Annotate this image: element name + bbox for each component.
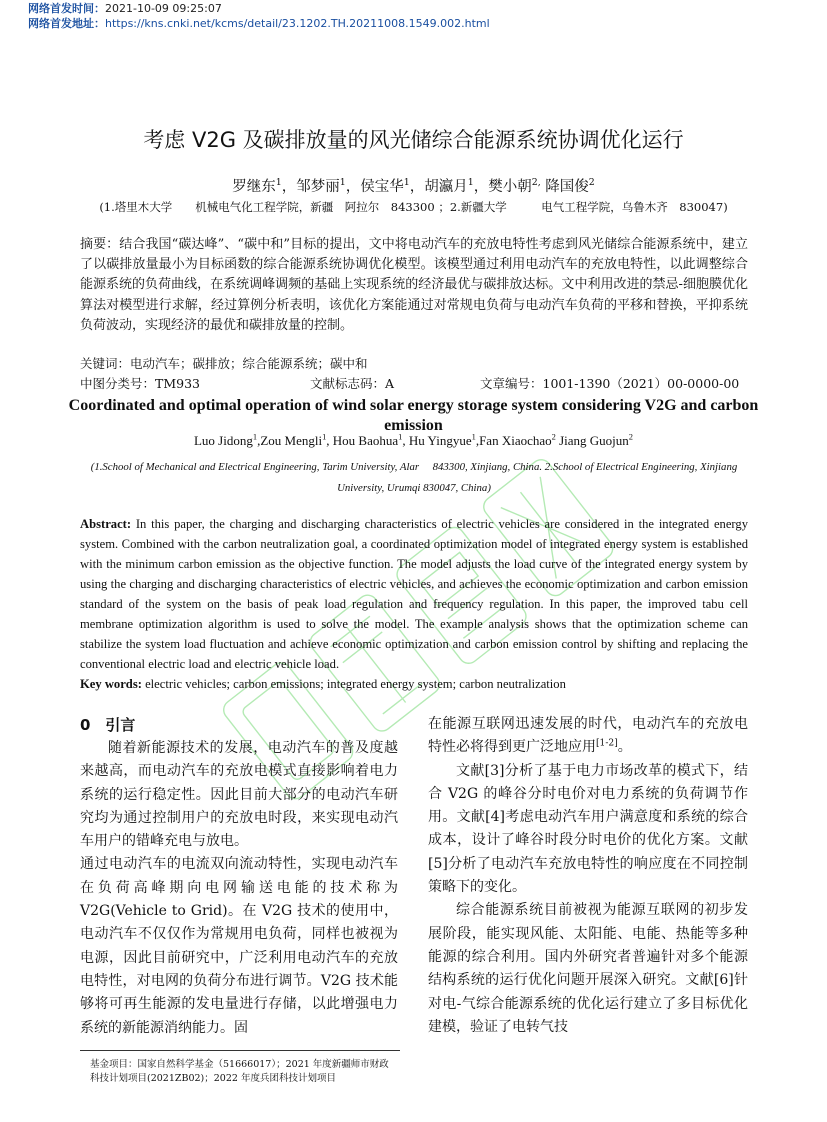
author-en: Fan Xiaochao$^2$ <box>479 431 556 448</box>
citation: [1-2] <box>596 738 618 749</box>
abstract-en-text: In this paper, the charging and discharging characteristics of electric vehicles are considered in the integrated energy system. Combined with the carbon neutralization goal, a coordinated optimization model of integrated energy system is established with the minimum carbon emission as the objective function. The model adjusts the load curve of the integrated energy system by using the charging and discharging characteristics of electric vehicles, and achieves the economic optimization and carbon emission standard of the system on the basis of peak load regulation and frequency regulation. In this paper, the improved tabu cell membrane optimization algorithm is used to solve the model. The example analysis shows that the optimization scheme can stabilize the system load fluctuation and achieve economic optimization and carbon emission control by shifting and replacing the conventional electric load and electric vehicle load. <box>80 517 748 671</box>
footnote-rule <box>80 1050 400 1051</box>
authors-cn <box>0 175 827 196</box>
body-paragraph: 随着新能源技术的发展，电动汽车的普及度越来越高，而电动汽车的充放电模式直接影响着电力系统的运行稳定性。因此目前大部分的电动汽车研究均为通过控制用户的充放电时段，来实现电动汽车用户的错峰充电与放电。 <box>80 740 398 850</box>
body-paragraph: 文献[3]分析了基于电力市场改革的模式下，结合 V2G 的峰谷分时电价对电力系统的负荷调节作用。文献[4]考虑电动汽车用户满意度和系统的综合成本，设计了峰谷时段分时电价的优化方案。文献[5]分析了电动汽车充放电特性的响应度在不同控制策略下的变化。 <box>428 762 748 896</box>
keywords-en <box>80 674 748 694</box>
online-first-url-link[interactable]: https://kns.cnki.net/kcms/detail/23.1202.TH.20211008.1549.002.html <box>105 17 490 30</box>
affiliation-en: (1.School of Mechanical and Electrical Engineering, Tarim University, Alar 843300, Xinjiang, China. 2.School of Electrical Engineering, Xinjiang University, Urumqi 830047, China) <box>90 461 738 494</box>
author-cn: 邹梦丽$^1$， <box>296 177 361 195</box>
author-cn: 胡瀛月$^1$， <box>424 177 489 195</box>
document-code: 文献标志码：A <box>310 376 395 391</box>
abstract-en <box>80 514 748 674</box>
keywords-en-label: Key words: <box>80 677 142 691</box>
author-cn: 罗继东$^1$， <box>232 177 297 195</box>
author-en: Luo Jidong$^1$, <box>193 431 261 448</box>
section-heading-introduction: 0 引言 <box>80 716 136 734</box>
body-paragraph: 综合能源系统目前被视为能源互联网的初步发展阶段，能实现风能、太阳能、电能、热能等多种能源的综合利用。国内外研究者普遍针对多个能源结构系统的运行优化问题开展深入研究。文献[6]针对电-气综合能源系统的优化运行建立了多目标优化建模，验证了电转气技 <box>428 902 748 1035</box>
title-cn: 考虑 V2G 及碳排放量的风光储综合能源系统协调优化运行 <box>143 128 684 152</box>
online-first-url-label: 网络首发地址： <box>28 17 105 30</box>
title-en: Coordinated and optimal operation of wind solar energy storage system considering V2G and carbon emission <box>68 397 759 434</box>
clc-number: 中图分类号：TM933 <box>80 376 200 391</box>
body-paragraph: 在能源互联网迅速发展的时代，电动汽车的充放电特性必将得到更广泛地应用[1-2]。 <box>428 716 748 756</box>
author-en: Jiang Guojun$^2$ <box>559 431 634 448</box>
body-paragraph: 通过电动汽车的电流双向流动特性，实现电动汽车在负荷高峰期向电网输送电能的技术称为V2G(Vehicle to Grid)。在 V2G 技术的使用中，电动汽车不仅仅作为常规用电负荷，同样也被视为电源，因此目前研究中，广泛利用电动汽车的充放电特性，对电网的负荷分布进行调节。V2G 技术能够将可再生能源的发电量进行存储，以此增强电力系统的新能源消纳能力。固 <box>80 856 398 1036</box>
abstract-cn: 摘要：结合我国“碳达峰”、“碳中和”目标的提出，文中将电动汽车的充放电特性考虑到风光储综合能源系统中，建立了以碳排放量最小为目标函数的综合能源系统协调优化模型。该模型通过利用电动汽车的充放电特性，以此调整综合能源系统的负荷曲线，在系统调峰调频的基础上实现系统的经济最优与碳排放达标。文中利用改进的禁忌-细胞膜优化算法对模型进行求解，经过算例分析表明，该优化方案能通过对常规电负荷与电动汽车负荷的平移和替换，平抑系统负荷波动，实现经济的最优和碳排放量的控制。 <box>80 237 748 333</box>
author-cn: 樊小朝$^{2,}$ <box>488 177 541 195</box>
author-en: Zou Mengli$^1$, <box>260 431 333 448</box>
author-cn: 侯宝华$^1$， <box>360 177 425 195</box>
online-first-date <box>28 2 222 16</box>
affiliation-cn: (1.塔里木大学 机械电气化工程学院，新疆 阿拉尔 843300 ；2.新疆大学 电气工程学院，乌鲁木齐 830047) <box>99 200 728 214</box>
abstract-en-label: Abstract: <box>80 517 132 531</box>
keywords-cn: 关键词：电动汽车；碳排放；综合能源系统；碳中和 <box>80 356 368 371</box>
online-first-url <box>28 17 490 31</box>
author-cn: 降国俊$^2$ <box>545 177 595 195</box>
authors-en <box>0 433 827 449</box>
online-first-date-label: 网络首发时间： <box>28 2 105 15</box>
online-first-date-value: 2021-10-09 09:25:07 <box>105 2 222 15</box>
article-number: 文章编号：1001-1390（2021）00-0000-00 <box>480 376 740 391</box>
author-en: Hu Yingyue$^1$, <box>408 431 480 448</box>
left-column <box>80 737 398 1040</box>
keywords-en-text: electric vehicles; carbon emissions; integrated energy system; carbon neutralization <box>141 677 566 691</box>
funding-footnote: 基金项目：国家自然科学基金（51666017）；2021 年度新疆师市财政科技计划项目(2021ZB02)；2022 年度兵团科技计划项目 <box>90 1059 389 1084</box>
right-column <box>428 713 748 1039</box>
author-en: Hou Baohua$^1$, <box>332 431 409 448</box>
